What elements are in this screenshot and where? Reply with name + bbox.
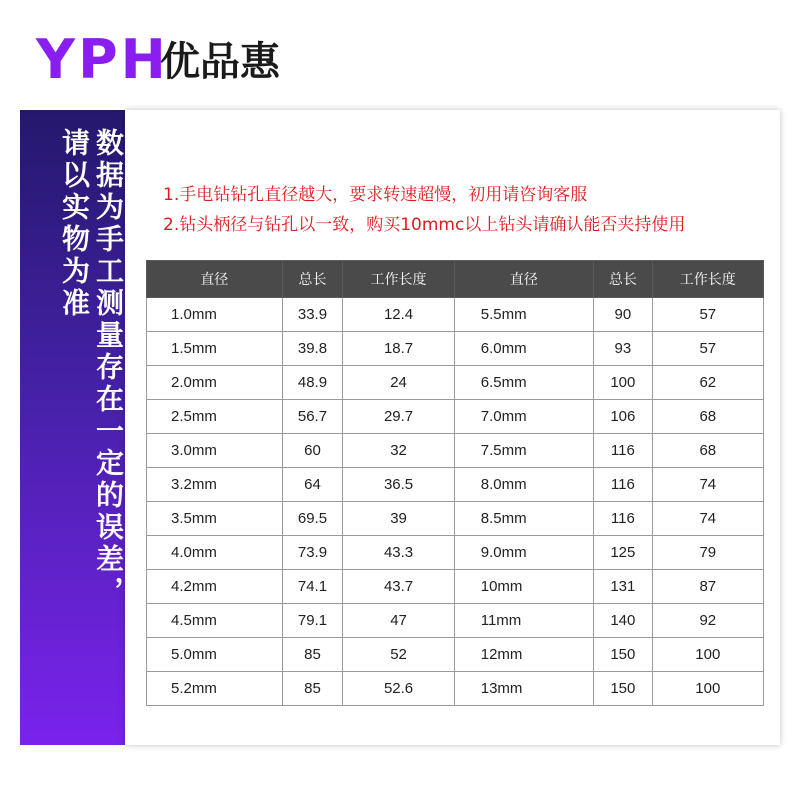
table-cell: 74 bbox=[652, 502, 763, 536]
table-cell: 36.5 bbox=[343, 468, 454, 502]
header-total-length-2: 总长 bbox=[594, 261, 653, 298]
header-working-length-2: 工作长度 bbox=[652, 261, 763, 298]
table-cell: 12mm bbox=[454, 638, 593, 672]
table-cell: 57 bbox=[652, 332, 763, 366]
header-total-length-1: 总长 bbox=[282, 261, 343, 298]
table-row bbox=[147, 332, 764, 366]
table-cell: 6.5mm bbox=[454, 366, 593, 400]
table-cell: 100 bbox=[594, 366, 653, 400]
table-cell: 43.7 bbox=[343, 570, 454, 604]
table-cell: 13mm bbox=[454, 672, 593, 706]
table-cell: 2.0mm bbox=[147, 366, 283, 400]
table-cell: 10mm bbox=[454, 570, 593, 604]
table-cell: 7.0mm bbox=[454, 400, 593, 434]
table-cell: 92 bbox=[652, 604, 763, 638]
table-row bbox=[147, 502, 764, 536]
table-row bbox=[147, 536, 764, 570]
table-cell: 140 bbox=[594, 604, 653, 638]
table-row bbox=[147, 468, 764, 502]
table-cell: 74 bbox=[652, 468, 763, 502]
table-cell: 68 bbox=[652, 400, 763, 434]
table-cell: 52 bbox=[343, 638, 454, 672]
usage-notes bbox=[163, 180, 685, 240]
header-diameter-2: 直径 bbox=[454, 261, 593, 298]
table-cell: 43.3 bbox=[343, 536, 454, 570]
spec-panel bbox=[125, 110, 780, 745]
table-cell: 131 bbox=[594, 570, 653, 604]
table-cell: 39.8 bbox=[282, 332, 343, 366]
table-cell: 32 bbox=[343, 434, 454, 468]
table-row bbox=[147, 672, 764, 706]
table-cell: 2.5mm bbox=[147, 400, 283, 434]
header bbox=[0, 0, 800, 110]
table-cell: 73.9 bbox=[282, 536, 343, 570]
table-cell: 116 bbox=[594, 434, 653, 468]
table-cell: 7.5mm bbox=[454, 434, 593, 468]
table-cell: 39 bbox=[343, 502, 454, 536]
spec-table bbox=[146, 260, 764, 706]
table-cell: 125 bbox=[594, 536, 653, 570]
sidebar-note bbox=[20, 128, 125, 608]
table-cell: 150 bbox=[594, 638, 653, 672]
sidebar-note-col2: 请以实物为准 bbox=[58, 128, 91, 320]
table-cell: 4.2mm bbox=[147, 570, 283, 604]
table-cell: 3.5mm bbox=[147, 502, 283, 536]
brand-name: 优品惠 bbox=[160, 39, 280, 85]
usage-note-1: 1.手电钻钻孔直径越大，要求转速超慢，初用请咨询客服 bbox=[163, 185, 588, 205]
table-cell: 3.0mm bbox=[147, 434, 283, 468]
table-row bbox=[147, 638, 764, 672]
table-cell: 1.5mm bbox=[147, 332, 283, 366]
table-cell: 69.5 bbox=[282, 502, 343, 536]
table-cell: 62 bbox=[652, 366, 763, 400]
table-cell: 1.0mm bbox=[147, 298, 283, 332]
header-working-length-1: 工作长度 bbox=[343, 261, 454, 298]
table-header-row bbox=[147, 261, 764, 298]
table-cell: 3.2mm bbox=[147, 468, 283, 502]
table-cell: 4.5mm bbox=[147, 604, 283, 638]
table-cell: 85 bbox=[282, 672, 343, 706]
usage-note-2: 2.钻头柄径与钻孔以一致，购买10mmc以上钻头请确认能否夹持使用 bbox=[163, 215, 686, 235]
table-cell: 116 bbox=[594, 468, 653, 502]
table-cell: 116 bbox=[594, 502, 653, 536]
table-cell: 12.4 bbox=[343, 298, 454, 332]
table-row bbox=[147, 570, 764, 604]
table-cell: 47 bbox=[343, 604, 454, 638]
table-row bbox=[147, 366, 764, 400]
table-row bbox=[147, 604, 764, 638]
table-cell: 5.0mm bbox=[147, 638, 283, 672]
table-cell: 68 bbox=[652, 434, 763, 468]
table-cell: 79.1 bbox=[282, 604, 343, 638]
sidebar-note-col1: 数据为手工测量存在一定的误差， bbox=[92, 128, 125, 608]
table-cell: 33.9 bbox=[282, 298, 343, 332]
table-cell: 74.1 bbox=[282, 570, 343, 604]
table-cell: 57 bbox=[652, 298, 763, 332]
table-cell: 4.0mm bbox=[147, 536, 283, 570]
table-cell: 5.2mm bbox=[147, 672, 283, 706]
table-cell: 11mm bbox=[454, 604, 593, 638]
table-cell: 8.5mm bbox=[454, 502, 593, 536]
table-cell: 6.0mm bbox=[454, 332, 593, 366]
table-cell: 48.9 bbox=[282, 366, 343, 400]
table-cell: 79 bbox=[652, 536, 763, 570]
table-cell: 100 bbox=[652, 672, 763, 706]
table-cell: 9.0mm bbox=[454, 536, 593, 570]
table-cell: 150 bbox=[594, 672, 653, 706]
table-body bbox=[147, 298, 764, 706]
brand-logo-letters: YPH bbox=[36, 28, 169, 91]
table-cell: 8.0mm bbox=[454, 468, 593, 502]
table-row bbox=[147, 434, 764, 468]
table-cell: 18.7 bbox=[343, 332, 454, 366]
header-diameter-1: 直径 bbox=[147, 261, 283, 298]
table-cell: 24 bbox=[343, 366, 454, 400]
table-cell: 87 bbox=[652, 570, 763, 604]
table-cell: 93 bbox=[594, 332, 653, 366]
table-cell: 85 bbox=[282, 638, 343, 672]
table-cell: 52.6 bbox=[343, 672, 454, 706]
sidebar-banner bbox=[20, 110, 125, 745]
table-row bbox=[147, 298, 764, 332]
table-cell: 100 bbox=[652, 638, 763, 672]
table-cell: 5.5mm bbox=[454, 298, 593, 332]
table-cell: 64 bbox=[282, 468, 343, 502]
table-cell: 56.7 bbox=[282, 400, 343, 434]
table-cell: 106 bbox=[594, 400, 653, 434]
table-cell: 90 bbox=[594, 298, 653, 332]
table-row bbox=[147, 400, 764, 434]
table-cell: 60 bbox=[282, 434, 343, 468]
table-cell: 29.7 bbox=[343, 400, 454, 434]
